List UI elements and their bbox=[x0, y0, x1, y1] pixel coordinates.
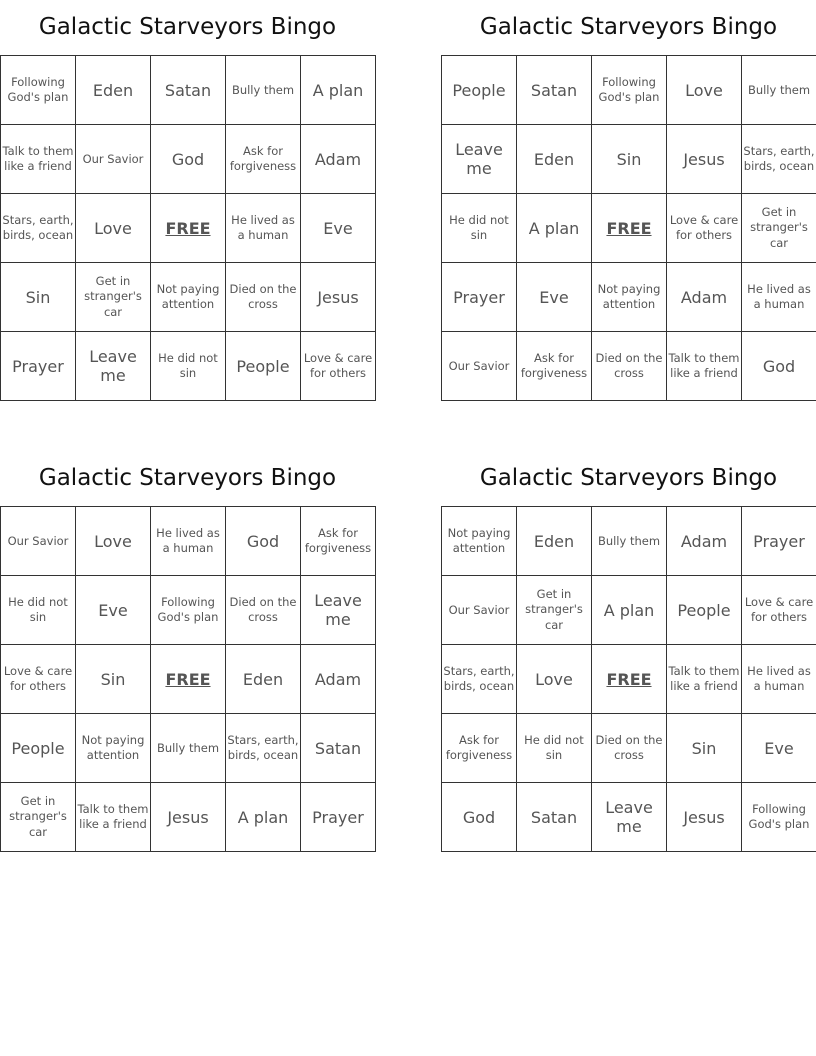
free-space: FREE bbox=[592, 645, 667, 714]
bingo-cell: People bbox=[442, 56, 517, 125]
bingo-cell: Our Savior bbox=[1, 507, 76, 576]
bingo-cell: People bbox=[226, 332, 301, 401]
bingo-cell: Ask for forgiveness bbox=[442, 714, 517, 783]
bingo-cell: Bully them bbox=[151, 714, 226, 783]
bingo-row bbox=[442, 194, 816, 263]
card-title: Galactic Starveyors Bingo bbox=[479, 14, 778, 40]
bingo-cell: Died on the cross bbox=[226, 263, 301, 332]
bingo-cell: Talk to them like a friend bbox=[667, 645, 742, 714]
bingo-cell: Eden bbox=[76, 56, 151, 125]
bingo-cell: Not paying attention bbox=[151, 263, 226, 332]
bingo-cell: Died on the cross bbox=[226, 576, 301, 645]
bingo-cell: He did not sin bbox=[151, 332, 226, 401]
bingo-grid bbox=[441, 506, 816, 852]
bingo-row bbox=[1, 645, 376, 714]
bingo-cell: Get in stranger's car bbox=[517, 576, 592, 645]
bingo-cell: Stars, earth, birds, ocean bbox=[442, 645, 517, 714]
bingo-cell: Talk to them like a friend bbox=[1, 125, 76, 194]
bingo-cell: Not paying attention bbox=[76, 714, 151, 783]
bingo-cell: God bbox=[226, 507, 301, 576]
bingo-row bbox=[442, 507, 816, 576]
bingo-cell: Ask for forgiveness bbox=[517, 332, 592, 401]
bingo-cell: Get in stranger's car bbox=[1, 783, 76, 852]
bingo-cell: Love bbox=[76, 507, 151, 576]
bingo-card-4 bbox=[441, 451, 816, 852]
bingo-cell: Our Savior bbox=[76, 125, 151, 194]
free-space: FREE bbox=[151, 645, 226, 714]
bingo-cell: Not paying attention bbox=[592, 263, 667, 332]
bingo-cell: Adam bbox=[667, 507, 742, 576]
bingo-row bbox=[442, 332, 816, 401]
bingo-cell: Eve bbox=[76, 576, 151, 645]
bingo-cell: He did not sin bbox=[517, 714, 592, 783]
bingo-cell: Following God's plan bbox=[151, 576, 226, 645]
bingo-cell: Eve bbox=[742, 714, 816, 783]
bingo-row bbox=[1, 125, 376, 194]
bingo-cell: Sin bbox=[1, 263, 76, 332]
bingo-cell: He lived as a human bbox=[151, 507, 226, 576]
bingo-grid bbox=[0, 506, 376, 852]
bingo-row bbox=[442, 576, 816, 645]
bingo-cell: Eden bbox=[226, 645, 301, 714]
bingo-cell: God bbox=[151, 125, 226, 194]
bingo-cell: Died on the cross bbox=[592, 332, 667, 401]
bingo-cell: Not paying attention bbox=[442, 507, 517, 576]
bingo-row bbox=[442, 56, 816, 125]
bingo-row bbox=[1, 714, 376, 783]
bingo-cell: Prayer bbox=[442, 263, 517, 332]
bingo-cell: God bbox=[442, 783, 517, 852]
bingo-cell: A plan bbox=[517, 194, 592, 263]
bingo-cell: A plan bbox=[301, 56, 376, 125]
bingo-cell: Prayer bbox=[742, 507, 816, 576]
bingo-card-3 bbox=[0, 451, 375, 852]
bingo-cell: He lived as a human bbox=[742, 645, 816, 714]
bingo-cell: Eden bbox=[517, 507, 592, 576]
bingo-card-2 bbox=[441, 0, 816, 401]
card-title: Galactic Starveyors Bingo bbox=[38, 14, 337, 40]
bingo-row bbox=[442, 125, 816, 194]
bingo-cell: Adam bbox=[301, 125, 376, 194]
bingo-cell: Jesus bbox=[301, 263, 376, 332]
bingo-cell: Love bbox=[517, 645, 592, 714]
bingo-cell: Leave me bbox=[592, 783, 667, 852]
bingo-cell: Prayer bbox=[1, 332, 76, 401]
bingo-grid bbox=[0, 55, 376, 401]
bingo-row bbox=[442, 263, 816, 332]
bingo-cell: A plan bbox=[592, 576, 667, 645]
bingo-cell: He lived as a human bbox=[742, 263, 816, 332]
free-space: FREE bbox=[151, 194, 226, 263]
bingo-cell: Adam bbox=[667, 263, 742, 332]
bingo-cell: Leave me bbox=[442, 125, 517, 194]
bingo-row bbox=[442, 645, 816, 714]
bingo-cell: A plan bbox=[226, 783, 301, 852]
bingo-grid bbox=[441, 55, 816, 401]
bingo-cell: Bully them bbox=[226, 56, 301, 125]
bingo-cell: Our Savior bbox=[442, 332, 517, 401]
bingo-row bbox=[1, 783, 376, 852]
card-title: Galactic Starveyors Bingo bbox=[479, 465, 778, 491]
bingo-row bbox=[1, 576, 376, 645]
card-title: Galactic Starveyors Bingo bbox=[38, 465, 337, 491]
bingo-cell: Stars, earth, birds, ocean bbox=[742, 125, 816, 194]
bingo-cell: Jesus bbox=[667, 125, 742, 194]
bingo-row bbox=[1, 194, 376, 263]
bingo-cell: Sin bbox=[592, 125, 667, 194]
bingo-cell: Ask for forgiveness bbox=[301, 507, 376, 576]
bingo-cell: Stars, earth, birds, ocean bbox=[226, 714, 301, 783]
bingo-cell: Get in stranger's car bbox=[742, 194, 816, 263]
bingo-row bbox=[1, 56, 376, 125]
bingo-cell: Sin bbox=[667, 714, 742, 783]
bingo-row bbox=[442, 714, 816, 783]
bingo-cell: Ask for forgiveness bbox=[226, 125, 301, 194]
bingo-cell: Love & care for others bbox=[1, 645, 76, 714]
bingo-cell: Adam bbox=[301, 645, 376, 714]
bingo-row bbox=[442, 783, 816, 852]
bingo-cell: Eve bbox=[517, 263, 592, 332]
bingo-row bbox=[1, 507, 376, 576]
bingo-cell: He lived as a human bbox=[226, 194, 301, 263]
bingo-cell: Satan bbox=[517, 783, 592, 852]
bingo-card-1 bbox=[0, 0, 375, 401]
bingo-cell: Talk to them like a friend bbox=[76, 783, 151, 852]
bingo-cell: Bully them bbox=[592, 507, 667, 576]
bingo-cell: He did not sin bbox=[1, 576, 76, 645]
bingo-cell: Our Savior bbox=[442, 576, 517, 645]
bingo-cell: Following God's plan bbox=[1, 56, 76, 125]
bingo-cell: Satan bbox=[301, 714, 376, 783]
bingo-cell: Following God's plan bbox=[592, 56, 667, 125]
bingo-cell: Love bbox=[667, 56, 742, 125]
bingo-cell: Leave me bbox=[76, 332, 151, 401]
bingo-cell: Satan bbox=[151, 56, 226, 125]
bingo-cell: God bbox=[742, 332, 816, 401]
bingo-cell: Prayer bbox=[301, 783, 376, 852]
bingo-cell: Following God's plan bbox=[742, 783, 816, 852]
bingo-cell: People bbox=[667, 576, 742, 645]
bingo-cell: Satan bbox=[517, 56, 592, 125]
bingo-cell: Sin bbox=[76, 645, 151, 714]
bingo-cell: People bbox=[1, 714, 76, 783]
bingo-cell: Love & care for others bbox=[667, 194, 742, 263]
bingo-cell: Stars, earth, birds, ocean bbox=[1, 194, 76, 263]
bingo-cell: Talk to them like a friend bbox=[667, 332, 742, 401]
bingo-cell: Get in stranger's car bbox=[76, 263, 151, 332]
bingo-cell: Love bbox=[76, 194, 151, 263]
bingo-cell: Bully them bbox=[742, 56, 816, 125]
bingo-cell: Eve bbox=[301, 194, 376, 263]
bingo-cell: Jesus bbox=[151, 783, 226, 852]
bingo-cell: Leave me bbox=[301, 576, 376, 645]
bingo-cell: Love & care for others bbox=[742, 576, 816, 645]
bingo-row bbox=[1, 332, 376, 401]
bingo-row bbox=[1, 263, 376, 332]
bingo-cell: Eden bbox=[517, 125, 592, 194]
bingo-cell: Jesus bbox=[667, 783, 742, 852]
free-space: FREE bbox=[592, 194, 667, 263]
bingo-cell: He did not sin bbox=[442, 194, 517, 263]
bingo-cell: Died on the cross bbox=[592, 714, 667, 783]
bingo-cell: Love & care for others bbox=[301, 332, 376, 401]
